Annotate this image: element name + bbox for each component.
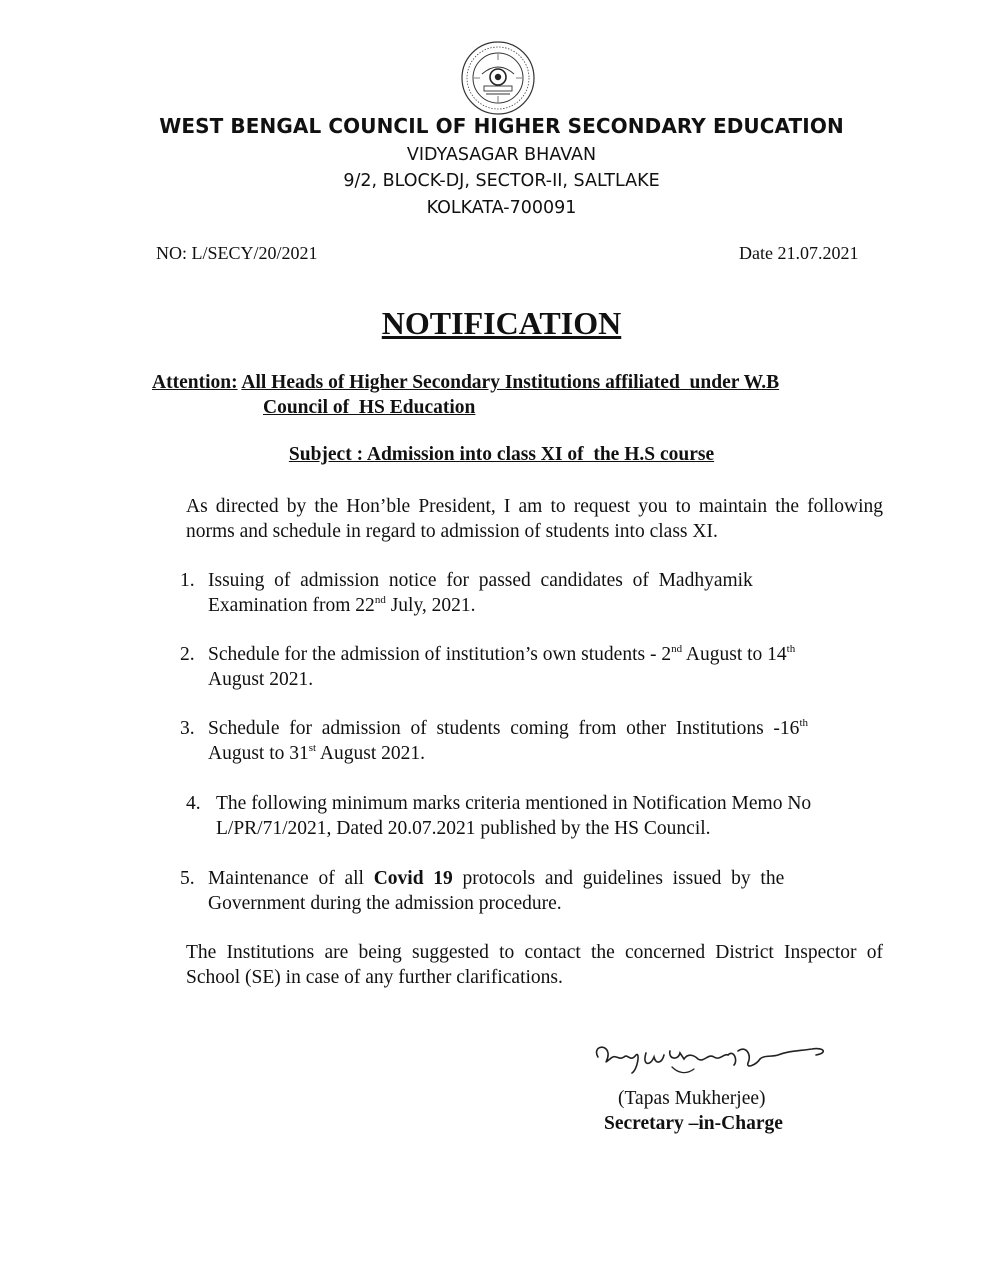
item-text: L/PR/71/2021, Dated 20.07.2021 published by the HS Council. [216,818,711,839]
notification-heading: NOTIFICATION [381,305,622,341]
item-number: 5. [180,868,195,889]
list-item [180,642,883,692]
item-number: 3. [180,718,195,739]
signature-icon [588,1035,838,1085]
attention-line-2: Council of HS Education [263,397,476,418]
item-number: 1. [180,570,195,591]
ordinal-suffix: th [786,642,796,655]
council-seal-icon [460,40,536,116]
list-item [180,568,883,618]
city-address: KOLKATA-700091 [426,198,577,218]
item-text: August to 14 [682,644,787,665]
subject-line: Subject : Admission into class XI of the H.S course [288,444,715,465]
item-text: August 2021. [208,669,314,690]
item-text: protocols and guidelines issued by the [452,868,785,889]
item-text: Schedule for admission of students coming from other Institutions -16 [208,718,800,739]
notification-date: Date 21.07.2021 [739,243,859,263]
item-text: Examination from 22 [208,595,375,616]
council-name: WEST BENGAL COUNCIL OF HIGHER SECONDARY EDUCATION [159,114,844,138]
closing-paragraph: The Institutions are being suggested to contact the concerned District Inspector of School (SE) in case of any further clarifications. [186,942,883,988]
item-text: The following minimum marks criteria mentioned in Notification Memo No [216,793,812,814]
list-item [186,791,883,841]
ordinal-suffix: st [308,741,317,754]
item-text: August to 31 [208,743,309,764]
ordinal-suffix: th [799,716,808,729]
item-text: August 2021. [316,743,425,764]
list-item [180,716,883,766]
item-number: 2. [180,644,195,665]
intro-paragraph: As directed by the Hon’ble President, I am to request you to maintain the following norms and schedule in regard to admission of students into class XI. [186,496,883,542]
list-item [180,866,883,916]
item-text: July, 2021. [385,595,476,616]
item-text: Issuing of admission notice for passed candidates of Madhyamik [208,570,753,591]
street-address: 9/2, BLOCK-DJ, SECTOR-II, SALTLAKE [343,171,660,191]
item-number: 4. [186,793,201,814]
item-text: Maintenance of all [208,868,374,889]
attention-block [152,370,872,420]
item-text: Schedule for the admission of institution’s own students - 2 [208,644,672,665]
building-name: VIDYASAGAR BHAVAN [406,145,597,165]
ordinal-suffix: nd [374,593,386,606]
ordinal-suffix: nd [671,642,683,655]
attention-label: Attention: [152,372,238,393]
signatory-name: (Tapas Mukherjee) [618,1088,766,1109]
reference-number: NO: L/SECY/20/2021 [156,243,318,263]
attention-line-1: All Heads of Higher Secondary Institutions affiliated under W.B [241,372,780,393]
signatory-title: Secretary –in-Charge [604,1113,783,1134]
item-text: Government during the admission procedure. [208,893,562,914]
item-text-bold: Covid 19 [373,868,453,889]
